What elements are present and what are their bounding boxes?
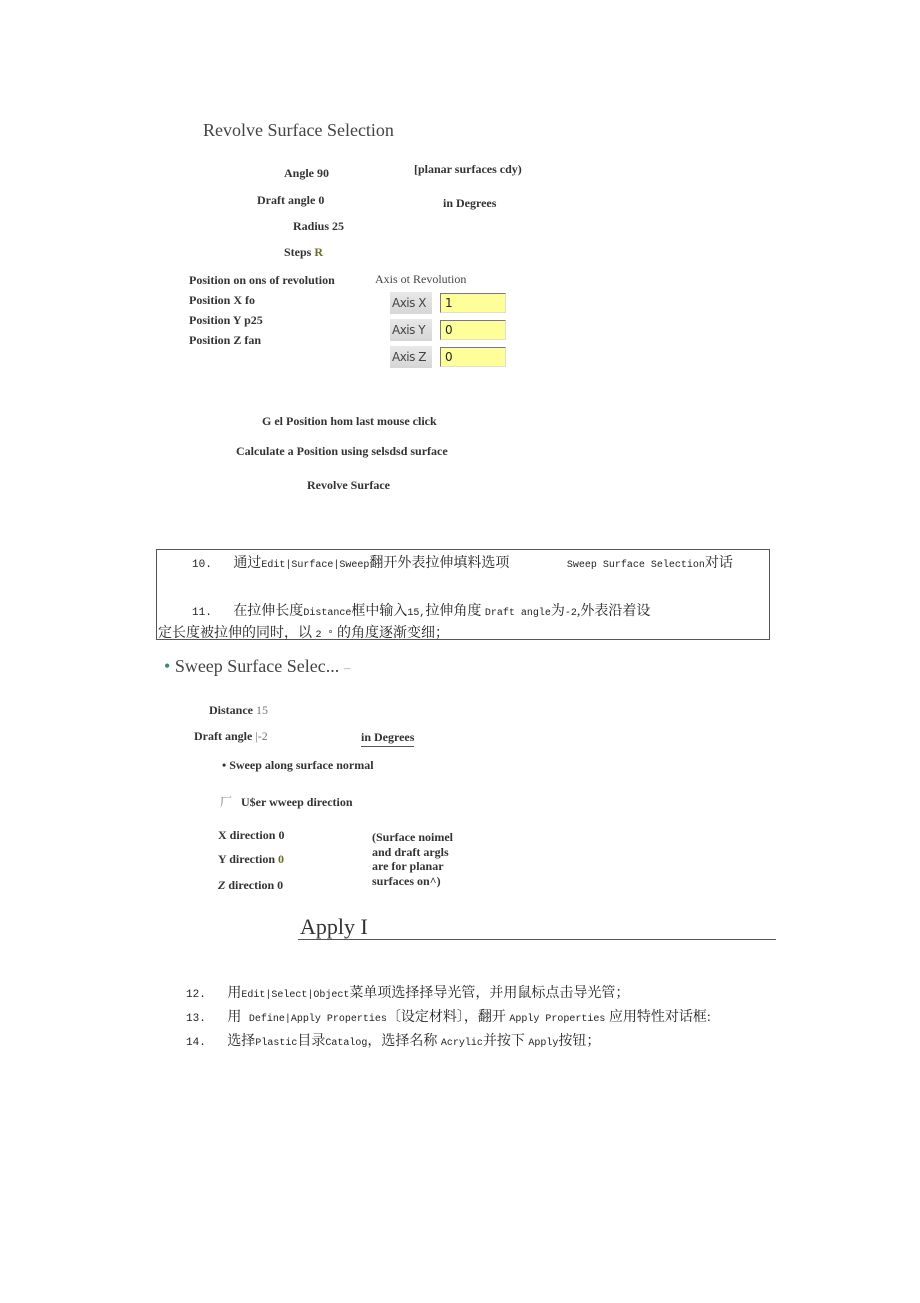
distance-field[interactable] [209,703,268,718]
step-13-menu: Define|Apply Properties [248,1014,387,1025]
step-14-button-name: Apply [528,1038,559,1049]
radius-value: 25 [332,219,345,233]
distance-label: Distance [209,703,253,717]
distance-value: 15 [256,703,268,717]
z-direction-field[interactable] [218,878,283,893]
step-11-text-a: 在拉伸长度 [233,604,304,619]
step-11-value2: -2 [564,608,577,619]
sweep-note-line1: (Surface noimel [372,830,453,844]
step-10-text-c: 对话 [704,556,733,571]
axis-y-label: Axis Y [390,319,432,341]
sweep-note-line3: are for planar [372,859,444,873]
apply-rule [298,939,776,940]
sweep-draft-angle-field[interactable] [194,729,268,744]
axis-x-label: Axis X [390,292,432,314]
step-12-text-a: 用 [227,986,242,1001]
x-direction-field[interactable]: X direction 0 [218,828,285,842]
step-10-menu: Edit|Surface|Sweep [261,560,370,571]
draft-angle-field[interactable] [257,193,324,208]
radius-label: Radius [293,219,330,233]
step-14-catalog: Plastic [255,1038,298,1049]
sweep-draft-label: Draft angle [194,729,253,743]
step-10-text-a: 通过 [233,556,262,571]
step-14-catalog2: Catalog [325,1038,368,1049]
axis-y-input[interactable]: 0 [440,320,506,340]
z-direction-letter: Z [218,878,226,892]
step-11-text-b: 框中输入 [351,604,408,619]
axis-x-input[interactable]: 1 [440,293,506,313]
step-11-field2: Draft angle [484,608,551,619]
step-14-text-a: 选择 [227,1034,256,1049]
planar-note: [planar surfaces cdy) [414,162,522,176]
axis-heading: Axis ot Revolution [375,272,467,286]
z-direction-rest: direction 0 [228,878,284,892]
step-10 [192,552,733,572]
sweep-title: Sweep Surface Selec... [174,656,340,676]
sweep-note [372,830,453,888]
step-14-name: Acrylic [440,1038,483,1049]
step-14-text-d: 并按下 [482,1034,525,1049]
angle-field[interactable] [284,166,329,181]
step-11-text-e: ,外表沿着设 [576,604,651,619]
step-11-field: Distance [303,608,352,619]
radius-field[interactable] [293,219,344,234]
revolve-surface-button[interactable]: Revolve Surface [307,478,390,492]
step-14-text-b: 目录 [297,1034,326,1049]
step-11-value: 15, [407,608,426,619]
step-14 [186,1030,600,1050]
y-direction-label: Y direction [218,852,275,866]
step-14-text-e: 按钮； [558,1034,601,1049]
steps-value: R [314,245,324,259]
calculate-position-button[interactable]: Calculate a Position using selsdsd surface [236,444,448,458]
step-13 [186,1006,711,1026]
step-14-text-c: ，选择名称 [367,1034,438,1049]
step-11-degree: 2 ° [315,630,334,641]
apply-button[interactable]: Apply I [300,914,368,939]
step-13-text-b: 〔设定材料〕，翻开 [386,1010,506,1025]
user-direction-label: U$er wweep direction [241,795,353,809]
sweep-note-line2: and draft argls [372,844,449,859]
steps-label: Steps [284,245,312,259]
position-z-field[interactable]: Position Z fan [189,333,262,347]
revolve-title: Revolve Surface Selection [203,120,394,140]
step-11 [192,600,650,620]
step-13-dialog: Apply Properties [509,1014,606,1025]
sweep-dash: – [343,660,351,675]
angle-label: Angle [284,166,314,180]
y-direction-field[interactable] [218,852,284,867]
step-12 [186,982,629,1002]
axis-z-label: Axis Z [390,346,432,368]
step-11-line2 [158,622,449,642]
step-12-menu: Edit|Select|Object [241,990,350,1001]
sweep-degrees-note: in Degrees [361,730,414,747]
step-10-text-b: 翻开外表拉伸填料选项 [369,556,510,571]
step-12-number: 12. [186,989,206,1001]
get-position-button[interactable]: G el Position hom last mouse click [262,414,437,428]
step-14-number: 14. [186,1037,206,1049]
step-12-text-b: 菜单项选择择导光管，并用鼠标点击导光管； [349,986,630,1001]
step-11-text-c: 拉伸角度 [425,604,482,619]
angle-value: 90 [317,166,329,180]
steps-field[interactable] [284,245,323,260]
sweep-draft-value: |-2 [255,729,268,743]
step-11-line2-b: 的角度逐渐变细； [337,626,450,641]
step-13-text-a: 用 [227,1010,242,1025]
step-11-line2-a: 定长度被拉伸的同时，以 [158,626,312,641]
step-10-dialog: Sweep Surface Selection [566,560,705,571]
y-direction-value: 0 [278,852,284,866]
step-11-text-d: 为 [550,604,565,619]
sweep-bullet: • [164,656,171,676]
step-13-text-c: 应用特性对话框: [608,1010,711,1025]
draft-angle-value: 0 [318,193,325,207]
draft-angle-label: Draft angle [257,193,316,207]
checkbox-mark: 厂 [220,795,233,809]
position-x-field[interactable]: Position X fo [189,293,255,307]
sweep-normal-radio[interactable]: • Sweep along surface normal [222,758,374,772]
degrees-note: in Degrees [443,196,497,210]
sweep-title-row [164,656,350,677]
sweep-note-line4: surfaces on^) [372,873,441,888]
step-13-number: 13. [186,1013,206,1025]
axis-z-input[interactable]: 0 [440,347,506,367]
position-heading: Position on ons of revolution [189,273,335,287]
step-11-number: 11. [192,607,212,619]
user-direction-checkbox[interactable] [220,793,353,810]
position-y-field[interactable]: Position Y p25 [189,313,263,327]
step-10-number: 10. [192,559,212,571]
